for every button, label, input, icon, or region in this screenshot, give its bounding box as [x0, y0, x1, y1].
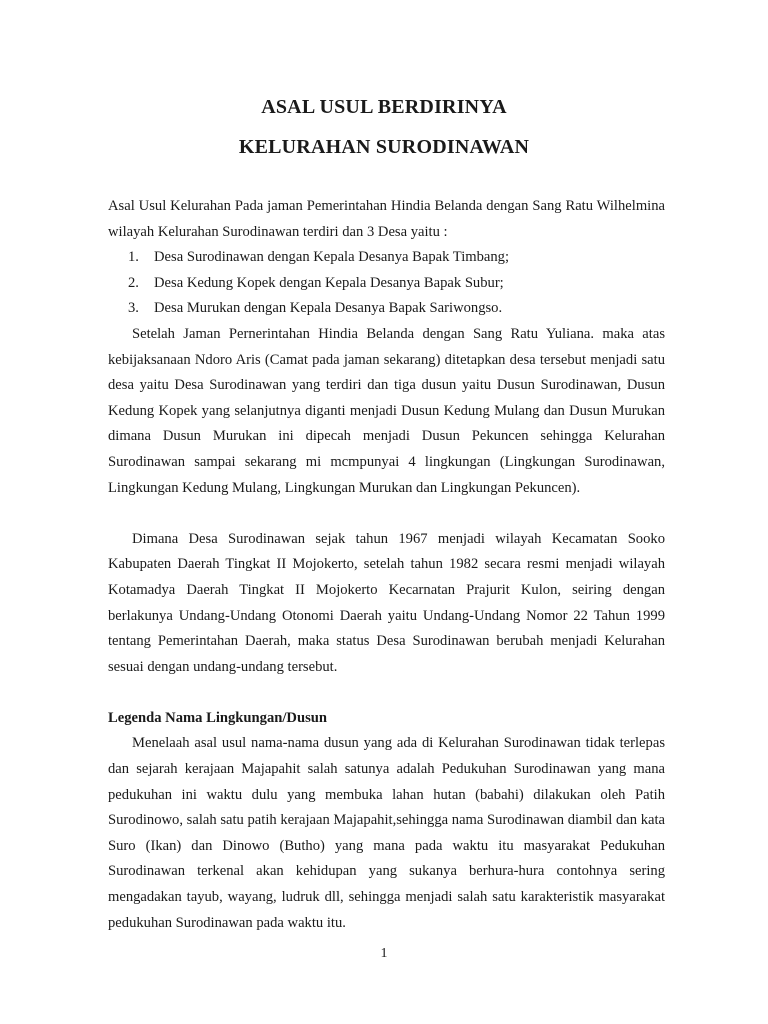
paragraph-administration: Dimana Desa Surodinawan sejak tahun 1967 menjadi wilayah Kecamatan Sooko Kabupaten Daerah Tingkat II Mojokerto, setelah tahun 1982 secara resmi menjadi wilayah Kotamadya Daerah Tingkat II Mojokerto Kecarnatan Prajurit Kulon, seiring dengan berlakunya Undang-Undang Otonomi Daerah yaitu Undang-Undang Nomor 22 Tahun 1999 tentang Pemerintahan Daerah, maka status Desa Surodinawan berubah menjadi Kelurahan sesuai dengan undang-undang tersebut. — [108, 530, 665, 675]
page-number: 1 — [380, 946, 388, 961]
village-list — [108, 245, 665, 322]
spacer — [108, 680, 665, 706]
document-title-line-2: KELURAHAN SURODINAWAN — [238, 136, 530, 158]
list-item-number: 1. — [128, 249, 139, 266]
section-heading: Legenda Nama Lingkungan/Dusun — [108, 709, 327, 726]
list-item-text: Desa Kedung Kopek dengan Kepala Desanya Bapak Subur; — [154, 274, 504, 291]
paragraph-legend: Menelaah asal usul nama-nama dusun yang ada di Kelurahan Surodinawan tidak terlepas dan sejarah kerajaan Majapahit salah satunya adalah Pedukuhan Surodinawan yang mana pedukuhan ini waktu dulu yang membuka lahan hutan (babahi) dilakukan oleh Patih Surodinowo, salah satu patih kerajaan Majapahit,sehingga nama Surodinawan diambil dan kata Suro (Ikan) dan Dinowo (Butho) yang mana pada waktu itu masyarakat Pedukuhan Surodinawan terkenal akan kehidupan yang sukanya berhura-hura contohnya sering mengadakan tayub, wayang, ludruk dll, sehingga menjadi salah satu karakteristik masyarakat pedukuhan Surodinawan pada waktu itu. — [108, 735, 665, 931]
list-item — [128, 245, 665, 271]
paragraph-history: Setelah Jaman Pernerintahan Hindia Belanda dengan Sang Ratu Yuliana. maka atas kebijaksanaan Ndoro Aris (Camat pada jaman sekarang) ditetapkan desa tersebut menjadi satu desa yaitu Desa Surodinawan yang terdiri dan tiga dusun yaitu Dusun Surodinawan, Dusun Kedung Kopek yang selanjutnya diganti menjadi Dusun Kedung Mulang dan Dusun Murukan dimana Dusun Murukan ini dipecah menjadi Dusun Pekuncen sehingga Kelurahan Surodinawan sampai sekarang mi mcmpunyai 4 lingkungan (Lingkungan Surodinawan, Lingkungan Kedung Mulang, Lingkungan Murukan dan Lingkungan Pekuncen). — [108, 325, 665, 496]
list-item-number: 2. — [128, 274, 139, 291]
document-body — [108, 194, 665, 936]
list-item-number: 3. — [128, 300, 139, 317]
list-item — [128, 296, 665, 322]
intro-paragraph: Asal Usul Kelurahan Pada jaman Pemerintahan Hindia Belanda dengan Sang Ratu Wilhelmina wilayah Kelurahan Surodinawan terdiri dan 3 Desa yaitu : — [108, 198, 665, 240]
document-title-line-1: ASAL USUL BERDIRINYA — [261, 96, 507, 118]
list-item-text: Desa Murukan dengan Kepala Desanya Bapak Sariwongso. — [154, 300, 503, 317]
list-item — [128, 271, 665, 297]
list-item-text: Desa Surodinawan dengan Kepala Desanya Bapak Timbang; — [154, 249, 510, 266]
spacer — [108, 501, 665, 527]
